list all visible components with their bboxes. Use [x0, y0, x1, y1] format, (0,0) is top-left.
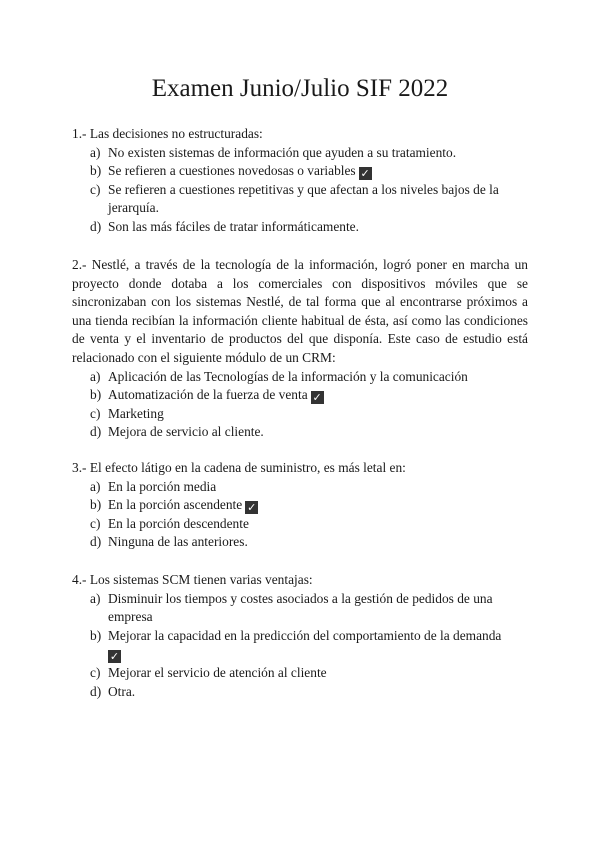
option-text: Mejora de servicio al cliente.: [108, 424, 264, 440]
option-d: [72, 533, 528, 552]
question-text: 2.- Nestlé, a través de la tecnología de la información, logró poner en marcha un proyecto donde dotaba a los comerciales con dispositivos móviles que se sincronizaban con los sistemas Nestlé, de tal forma que al encontrarse próximos a una tienda recibían la información cliente habitual de ésta, así como las condiciones de venta y el inventario de productos del que disponía. Este caso de estudio está relacionado con el siguiente módulo de un CRM:: [72, 257, 528, 365]
option-letter: d): [90, 534, 102, 550]
option-b: [72, 496, 528, 515]
check-icon: ✓: [360, 167, 370, 181]
option-text: Ninguna de las anteriores.: [108, 534, 248, 550]
option-text: Otra.: [108, 683, 136, 699]
option-b: [72, 162, 528, 181]
option-c: [72, 405, 528, 424]
option-text: Aplicación de las Tecnologías de la información y la comunicación: [108, 368, 468, 384]
option-text: En la porción media: [108, 478, 217, 494]
options-list: [72, 368, 528, 442]
option-letter: b): [90, 627, 102, 643]
question-2: [72, 256, 528, 442]
option-letter: c): [90, 181, 101, 197]
options-list: [72, 478, 528, 552]
option-letter: a): [90, 368, 101, 384]
option-text: No existen sistemas de información que ayuden a su tratamiento.: [108, 144, 457, 160]
check-icon: ✓: [109, 650, 120, 664]
options-list: [72, 590, 528, 702]
check-icon: ✓: [247, 501, 257, 515]
option-d: [72, 423, 528, 442]
question-4: [72, 571, 528, 701]
option-a: [72, 368, 528, 387]
option-a: [72, 144, 528, 163]
check-icon: ✓: [312, 391, 322, 405]
option-letter: b): [90, 497, 102, 513]
option-text: Automatización de la fuerza de venta: [108, 387, 308, 403]
option-text: Se refieren a cuestiones novedosas o variables: [108, 163, 356, 179]
question-3: [72, 459, 528, 552]
options-list: [72, 144, 528, 237]
option-letter: d): [90, 424, 102, 440]
option-c: [72, 181, 528, 218]
option-letter: a): [90, 478, 101, 494]
option-letter: c): [90, 515, 101, 531]
option-b: [72, 386, 528, 405]
question-text: 1.- Las decisiones no estructuradas:: [72, 126, 263, 141]
option-text: Disminuir los tiempos y costes asociados a la gestión de pedidos de una empresa: [108, 590, 493, 625]
option-letter: d): [90, 218, 102, 234]
option-letter: c): [90, 405, 101, 421]
option-a: [72, 590, 528, 627]
option-text: En la porción ascendente: [108, 497, 243, 513]
question-text: 3.- El efecto látigo en la cadena de suministro, es más letal en:: [72, 460, 406, 475]
option-d: [72, 683, 528, 702]
question-text: 4.- Los sistemas SCM tienen varias ventajas:: [72, 572, 313, 587]
option-a: [72, 478, 528, 497]
option-c: [72, 515, 528, 534]
question-1: [72, 125, 528, 237]
option-letter: b): [90, 387, 102, 403]
option-letter: c): [90, 664, 101, 680]
option-letter: a): [90, 590, 101, 606]
page-title: Examen Junio/Julio SIF 2022: [151, 75, 449, 102]
option-c: [72, 664, 528, 683]
option-text: Marketing: [108, 405, 164, 421]
option-letter: a): [90, 144, 101, 160]
option-letter: b): [90, 163, 102, 179]
option-d: [72, 218, 528, 237]
option-text: Mejorar la capacidad en la predicción del comportamiento de la demanda: [108, 627, 502, 643]
option-b: [72, 627, 528, 664]
option-text: Se refieren a cuestiones repetitivas y que afectan a los niveles bajos de la jerarquía.: [108, 181, 499, 216]
option-letter: d): [90, 683, 102, 699]
option-text: En la porción descendente: [108, 515, 249, 531]
option-text: Mejorar el servicio de atención al cliente: [108, 664, 327, 680]
option-text: Son las más fáciles de tratar informáticamente.: [108, 218, 359, 234]
